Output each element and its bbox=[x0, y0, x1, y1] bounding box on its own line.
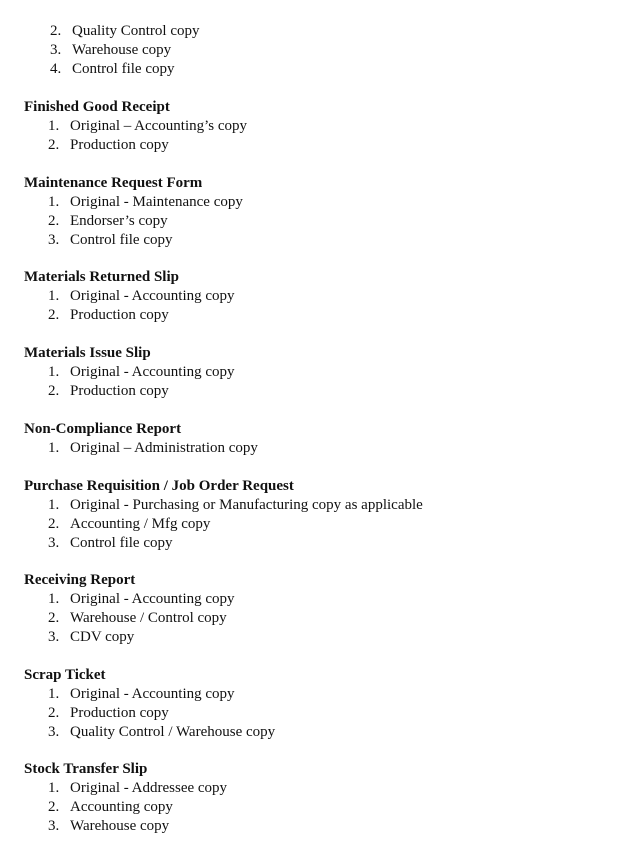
section-heading: Materials Returned Slip bbox=[24, 269, 179, 285]
item-number: 3. bbox=[50, 42, 62, 58]
item-number: 4. bbox=[50, 61, 62, 77]
item-text: Original - Accounting copy bbox=[70, 364, 235, 380]
item-text: Original - Addressee copy bbox=[70, 780, 228, 796]
item-text: CDV copy bbox=[70, 629, 135, 645]
item-number: 3. bbox=[48, 629, 60, 645]
list-item bbox=[48, 685, 235, 704]
list-item bbox=[48, 117, 247, 136]
item-number: 3. bbox=[48, 818, 60, 834]
list-item bbox=[48, 590, 235, 609]
list-item bbox=[48, 723, 275, 742]
item-text: Original - Purchasing or Manufacturing copy as applicable bbox=[70, 497, 423, 513]
item-number: 2. bbox=[50, 23, 62, 39]
section-heading: Materials Issue Slip bbox=[24, 345, 151, 361]
section-heading: Stock Transfer Slip bbox=[24, 761, 148, 777]
list-item bbox=[48, 363, 235, 382]
item-text: Production copy bbox=[70, 705, 169, 721]
item-number: 1. bbox=[48, 780, 60, 796]
list-item bbox=[48, 382, 169, 401]
item-number: 1. bbox=[48, 288, 60, 304]
item-number: 3. bbox=[48, 535, 60, 551]
list-item bbox=[50, 60, 174, 79]
item-text: Control file copy bbox=[72, 61, 175, 77]
item-number: 2. bbox=[48, 799, 60, 815]
item-text: Endorser’s copy bbox=[70, 213, 168, 229]
item-number: 1. bbox=[48, 497, 60, 513]
item-number: 3. bbox=[48, 232, 60, 248]
list-item bbox=[48, 287, 235, 306]
item-text: Accounting / Mfg copy bbox=[70, 516, 211, 532]
list-item bbox=[48, 534, 172, 553]
item-text: Control file copy bbox=[70, 535, 173, 551]
list-item bbox=[48, 496, 423, 515]
item-text: Quality Control / Warehouse copy bbox=[70, 724, 276, 740]
list-item bbox=[48, 439, 258, 458]
list-item bbox=[48, 136, 169, 155]
item-text: Production copy bbox=[70, 307, 169, 323]
item-text: Warehouse / Control copy bbox=[70, 610, 227, 626]
section-heading: Receiving Report bbox=[24, 572, 136, 588]
item-text: Accounting copy bbox=[70, 799, 173, 815]
list-item bbox=[48, 231, 172, 250]
item-text: Original – Administration copy bbox=[70, 440, 258, 456]
list-item bbox=[50, 41, 171, 60]
item-text: Original - Accounting copy bbox=[70, 591, 235, 607]
item-text: Original - Maintenance copy bbox=[70, 194, 243, 210]
list-item bbox=[48, 515, 210, 534]
list-item bbox=[48, 609, 227, 628]
list-item bbox=[48, 817, 169, 836]
item-number: 1. bbox=[48, 686, 60, 702]
item-number: 2. bbox=[48, 516, 60, 532]
item-number: 1. bbox=[48, 440, 60, 456]
item-text: Warehouse copy bbox=[72, 42, 172, 58]
item-number: 1. bbox=[48, 591, 60, 607]
section-heading: Scrap Ticket bbox=[24, 667, 106, 683]
list-item bbox=[48, 193, 243, 212]
item-number: 2. bbox=[48, 213, 60, 229]
list-item bbox=[48, 704, 169, 723]
item-text: Control file copy bbox=[70, 232, 173, 248]
item-number: 2. bbox=[48, 383, 60, 399]
item-number: 2. bbox=[48, 610, 60, 626]
item-text: Production copy bbox=[70, 137, 169, 153]
item-number: 2. bbox=[48, 705, 60, 721]
list-item bbox=[48, 798, 173, 817]
item-text: Warehouse copy bbox=[70, 818, 170, 834]
item-number: 2. bbox=[48, 307, 60, 323]
list-item bbox=[48, 628, 134, 647]
item-text: Original - Accounting copy bbox=[70, 288, 235, 304]
list-item bbox=[48, 306, 169, 325]
section-heading: Purchase Requisition / Job Order Request bbox=[24, 478, 294, 494]
list-item bbox=[48, 779, 227, 798]
section-heading: Maintenance Request Form bbox=[24, 175, 203, 191]
item-text: Original - Accounting copy bbox=[70, 686, 235, 702]
item-number: 1. bbox=[48, 364, 60, 380]
item-text: Production copy bbox=[70, 383, 169, 399]
item-number: 1. bbox=[48, 194, 60, 210]
item-number: 3. bbox=[48, 724, 60, 740]
item-text: Original – Accounting’s copy bbox=[70, 118, 248, 134]
section-heading: Finished Good Receipt bbox=[24, 99, 170, 115]
item-number: 2. bbox=[48, 137, 60, 153]
list-item bbox=[50, 22, 200, 41]
section-heading: Non-Compliance Report bbox=[24, 421, 182, 437]
item-number: 1. bbox=[48, 118, 60, 134]
item-text: Quality Control copy bbox=[72, 23, 200, 39]
list-item bbox=[48, 212, 168, 231]
